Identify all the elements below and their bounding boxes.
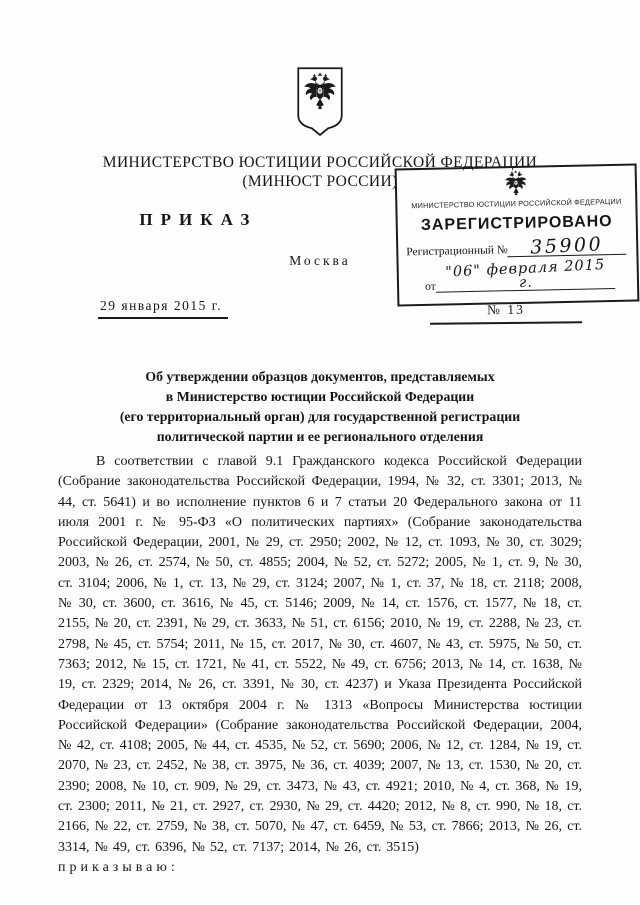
stamp-reg-number-label: Регистрационный № bbox=[406, 244, 508, 259]
russia-coat-of-arms-icon bbox=[296, 64, 344, 140]
stamp-date-row bbox=[424, 257, 616, 293]
decree-word: приказываю: bbox=[58, 859, 179, 875]
order-heading: ПРИКАЗ bbox=[139, 210, 258, 229]
ministry-short-name: (МИНЮСТ РОССИИ) bbox=[242, 173, 398, 190]
stamp-date-field bbox=[435, 257, 615, 293]
body-paragraph: В соответствии с главой 9.1 Гражданского кодекса Российской Федерации (Собрание законодательства Российской Федерации, 1994, № 32, ст. 3301; 2013, № 44, ст. 5641) и во исполнение пунктов 6 и 7 статьи 20 Федерального закона от 11 июля 2001 г. № 95-ФЗ «О политических партиях» (Собрание законодательства Российской Федерации, 2001, № 29, ст. 2950; 2002, № 12, ст. 1093, № 30, ст. 3029; 2003, № 26, ст. 2574, № 50, ст. 4855; 2004, № 52, ст. 5272; 2005, № 1, ст. 9, № 30, ст. 3104; 2006, № 1, ст. 13, № 29, ст. 3124; 2007, № 1, ст. 37, № 18, ст. 2118; 2008, № 30, ст. 3600, ст. 3616, № 45, ст. 5146; 2009, № 14, ст. 1576, ст. 1577, № 18, ст. 2155, № 20, ст. 2391, № 29, ст. 3633, № 51, ст. 6156; 2010, № 19, ст. 2288, № 23, ст. 2798, № 45, ст. 5754; 2011, № 15, ст. 2017, № 30, ст. 4607, № 43, ст. 5975, № 50, ст. 7363; 2012, № 15, ст. 1721, № 41, ст. 5522, № 49, ст. 6756; 2013, № 14, ст. 1638, № 19, ст. 2329; 2014, № 26, ст. 3391, № 30, ст. 4237) и Указа Президента Российской Федерации от 13 октября 2004 г. № 1313 «Вопросы Министерства юстиции Российской Федерации» (Собрание законодательства Российской Федерации, 2004, № 42, ст. 4108; 2005, № 44, ст. 4535, № 52, ст. 5690; 2006, № 12, ст. 1284, № 19, ст. 2070, № 23, ст. 2452, № 38, ст. 3975, № 36, ст. 4039; 2007, № 13, ст. 1530, № 20, ст. 2390; 2008, № 10, ст. 909, № 29, ст. 3473, № 43, ст. 4921; 2010, № 4, ст. 368, № 19, ст. 2300; 2011, № 21, ст. 2927, ст. 2930, № 29, ст. 4420; 2012, № 8, ст. 990, № 18, ст. 2166, № 22, ст. 2759, № 38, ст. 5070, № 47, ст. 6459, № 53, ст. 7866; 2013, № 26, ст. 3314, № 49, ст. 6396, № 52, ст. 7137; 2014, № 26, ст. 3515) bbox=[58, 454, 582, 855]
subject-title-line: в Министерство юстиции Российской Федерации bbox=[165, 389, 475, 404]
stamp-registration-number-row bbox=[406, 233, 626, 260]
stamp-registered-label: ЗАРЕГИСТРИРОВАНО bbox=[420, 212, 613, 235]
order-date: 29 января 2015 г. bbox=[98, 298, 228, 319]
subject-title-line: политической партии и ее регионального отделения bbox=[156, 429, 484, 444]
stamp-date-value: "06" февраля 2015 г. bbox=[444, 257, 606, 292]
stamp-ministry-name: МИНИСТЕРСТВО ЮСТИЦИИ РОССИЙСКОЙ ФЕДЕРАЦИИ bbox=[411, 196, 622, 211]
city-label: Москва bbox=[289, 253, 351, 268]
subject-title bbox=[58, 367, 582, 447]
registration-stamp bbox=[395, 163, 640, 306]
ministry-name: МИНИСТЕРСТВО ЮСТИЦИИ РОССИЙСКОЙ ФЕДЕРАЦИИ bbox=[102, 154, 538, 171]
subject-title-line: (его территориальный орган) для государственной регистрации bbox=[119, 409, 521, 424]
order-number: № 13 bbox=[430, 301, 582, 325]
stamp-reg-number-value: 35900 bbox=[529, 233, 604, 259]
document-body bbox=[58, 452, 582, 878]
stamp-date-label: от bbox=[424, 280, 436, 293]
subject-title-line: Об утверждении образцов документов, представляемых bbox=[145, 369, 495, 384]
stamp-reg-number-field bbox=[508, 233, 627, 259]
